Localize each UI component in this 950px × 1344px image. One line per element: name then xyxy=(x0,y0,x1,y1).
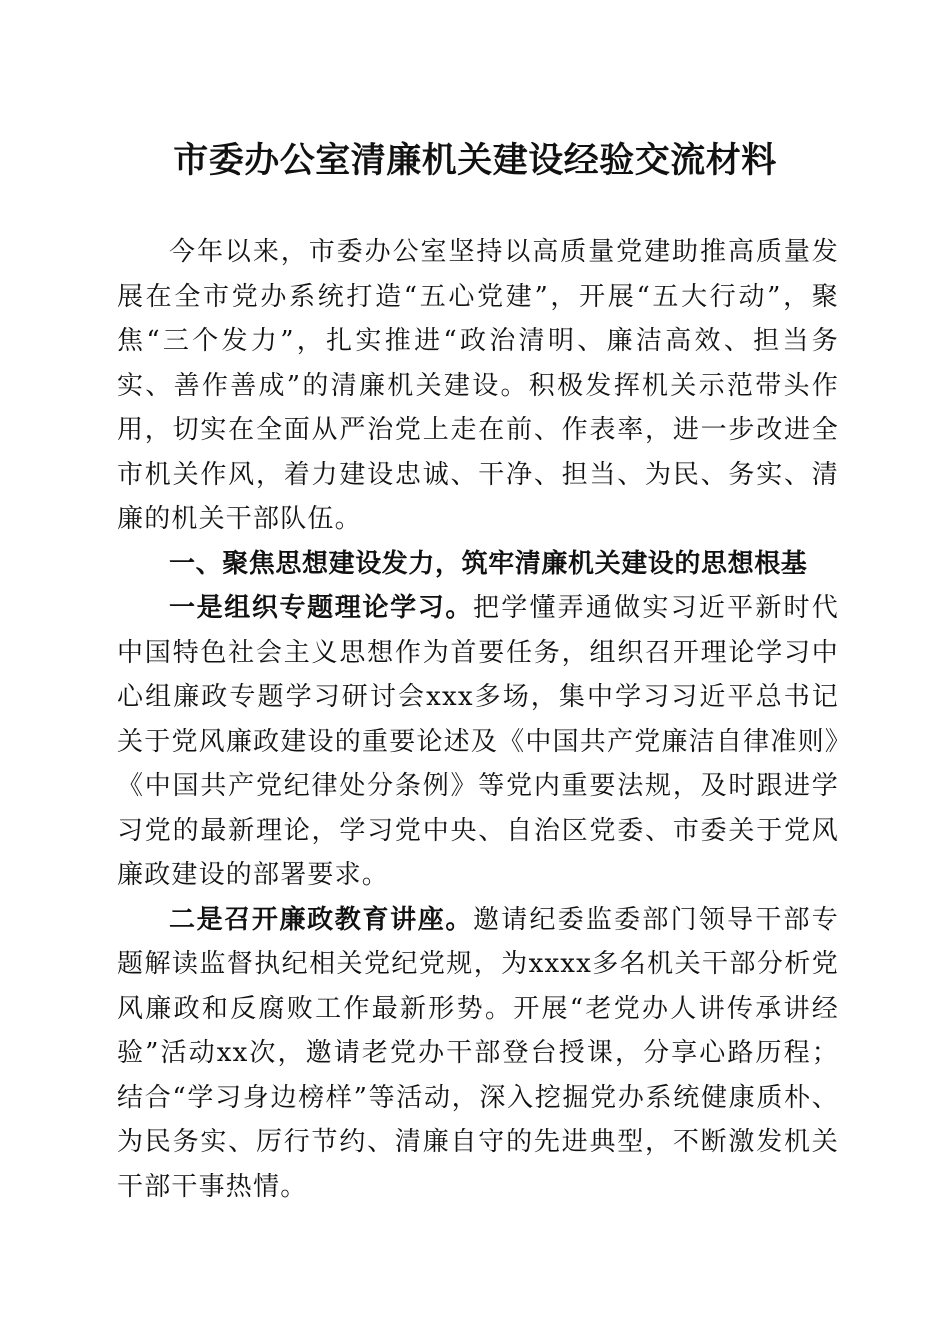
item-text: 把学懂弄通做实习近平新时代中国特色社会主义思想作为首要任务，组织召开理论学习中心组廉政专题学习研讨会xxx多场，集中学习习近平总书记关于党风廉政建设的重要论述及《中国共产党廉洁自律准则》《中国共产党纪律处分条例》等党内重要法规，及时跟进学习党的最新理论，学习党中央、自治区党委、市委关于党风廉政建设的部署要求。 xyxy=(117,593,839,890)
section-item-paragraph xyxy=(117,586,839,898)
item-lead: 二是召开廉政教育讲座。 xyxy=(169,904,473,935)
item-text: 邀请纪委监委部门领导干部专题解读监督执纪相关党纪党规，为xxxx多名机关干部分析党风廉政和反腐败工作最新形势。开展“老党办人讲传承讲经验”活动xx次，邀请老党办干部登台授课，分享心路历程；结合“学习身边榜样”等活动，深入挖掘党办系统健康质朴、为民务实、厉行节约、清廉自守的先进典型，不断激发机关干部干事热情。 xyxy=(117,904,839,1202)
section-heading: 一、聚焦思想建设发力，筑牢清廉机关建设的思想根基 xyxy=(169,548,808,579)
section-item-paragraph xyxy=(117,898,839,1210)
document-title: 市委办公室清廉机关建设经验交流材料 xyxy=(173,140,777,181)
item-lead: 一是组织专题理论学习。 xyxy=(169,593,473,623)
document-body xyxy=(117,230,839,1209)
intro-paragraph: 今年以来，市委办公室坚持以高质量党建助推高质量发展在全市党办系统打造“五心党建”，开展“五大行动”，聚焦“三个发力”，扎实推进“政治清明、廉洁高效、担当务实、善作善成”的清廉机关建设。积极发挥机关示范带头作用，切实在全面从严治党上走在前、作表率，进一步改进全市机关作风，着力建设忠诚、干净、担当、为民、务实、清廉的机关干部队伍。 xyxy=(117,237,839,534)
